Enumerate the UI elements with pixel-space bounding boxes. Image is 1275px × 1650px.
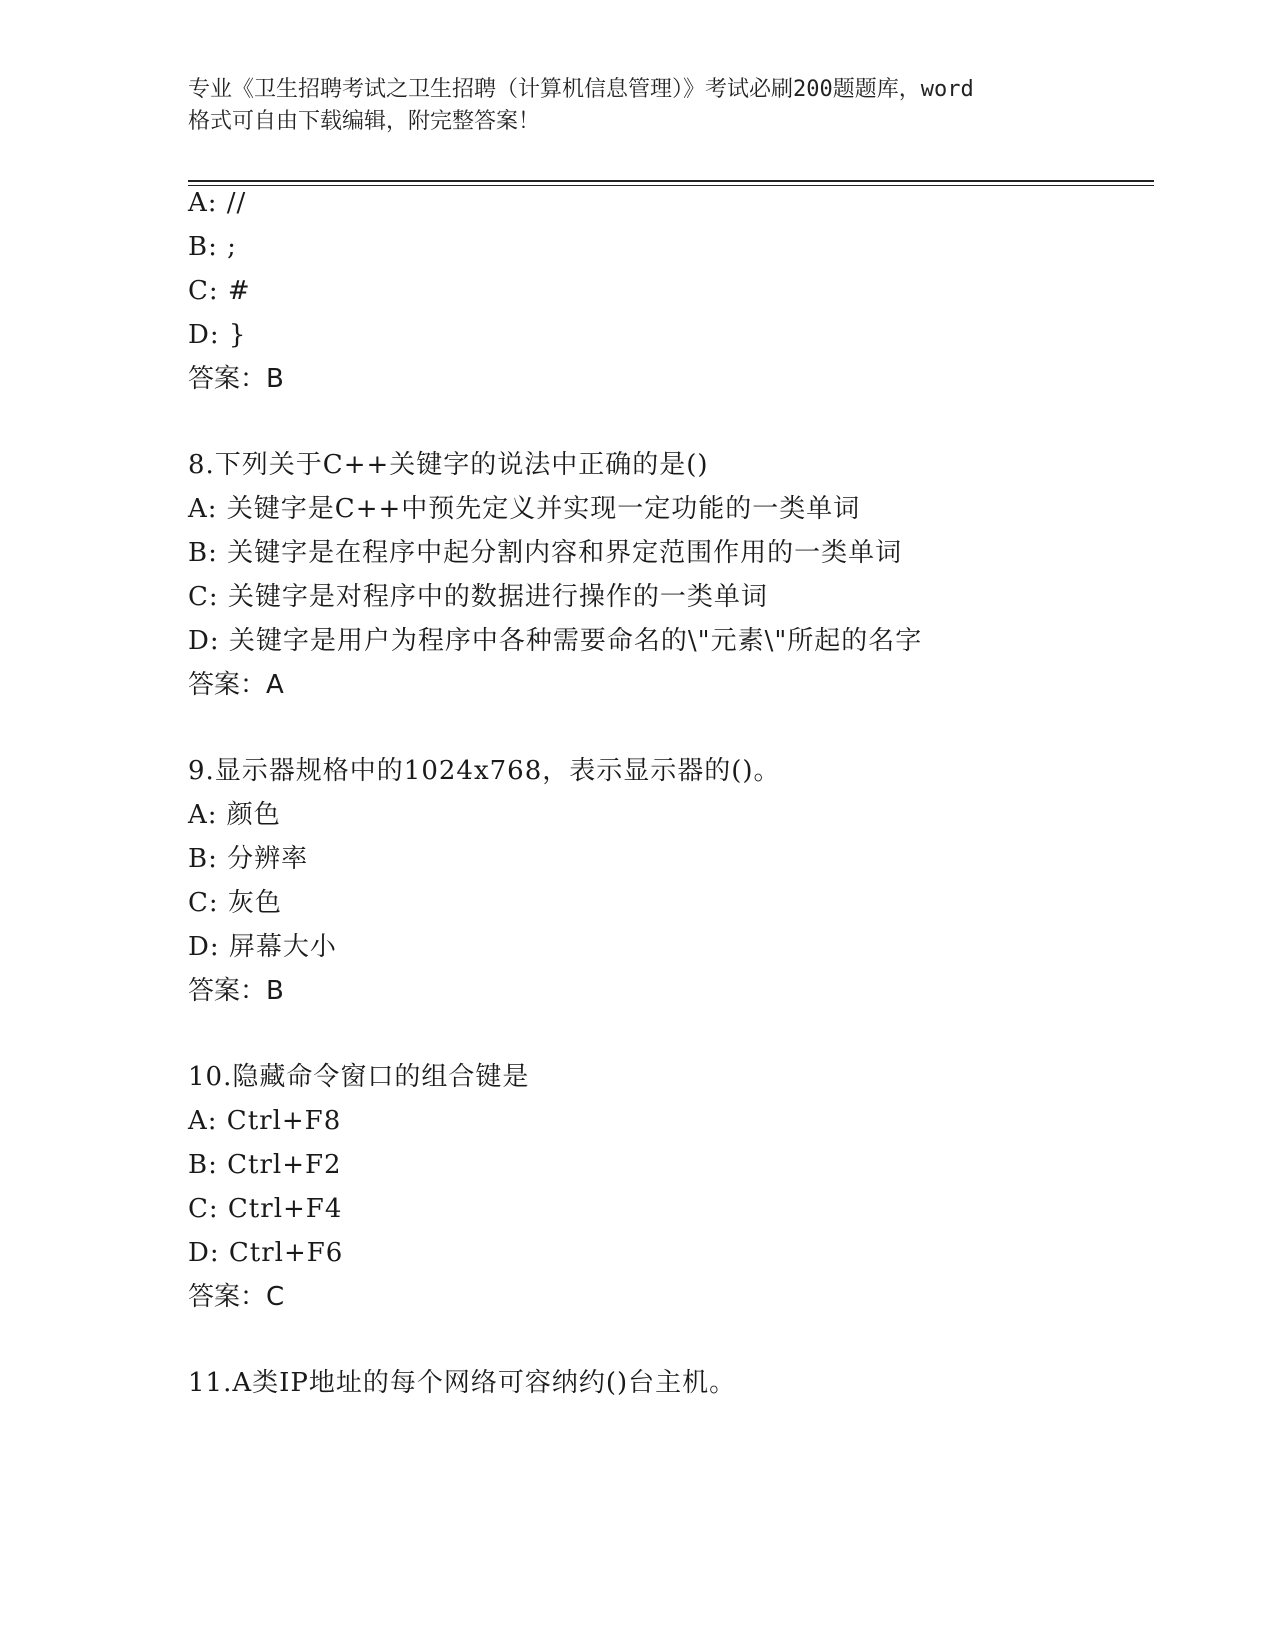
q11-stem: 11.A类IP地址的每个网络可容纳约()台主机。	[188, 1368, 737, 1398]
q7-option-d: D: }	[188, 320, 247, 350]
q10-stem: 10.隐藏命令窗口的组合键是	[188, 1062, 530, 1092]
q7-answer: 答案：B	[188, 364, 284, 394]
header-line-1: 专业《卫生招聘考试之卫生招聘（计算机信息管理）》考试必刷200题题库，word	[188, 77, 974, 102]
q9-answer: 答案：B	[188, 976, 284, 1006]
q8-option-b: B: 关键字是在程序中起分割内容和界定范围作用的一类单词	[188, 538, 903, 568]
q9-option-b: B: 分辨率	[188, 844, 309, 874]
q7-option-a: A: //	[188, 188, 247, 218]
q10-option-b: B: Ctrl+F2	[188, 1150, 342, 1180]
q7-option-c: C: #	[188, 276, 251, 306]
header-divider-thin	[188, 185, 1154, 186]
q8-answer: 答案：A	[188, 670, 284, 700]
q7-option-b: B: ;	[188, 232, 237, 262]
q9-option-a: A: 颜色	[188, 800, 281, 830]
q8-option-d: D: 关键字是用户为程序中各种需要命名的\"元素\"所起的名字	[188, 626, 923, 656]
q9-option-c: C: 灰色	[188, 888, 282, 918]
q9-stem: 9.显示器规格中的1024x768，表示显示器的()。	[188, 756, 781, 786]
header-divider-thick	[188, 180, 1154, 182]
q8-option-c: C: 关键字是对程序中的数据进行操作的一类单词	[188, 582, 768, 612]
q10-option-c: C: Ctrl+F4	[188, 1194, 343, 1224]
q10-option-a: A: Ctrl+F8	[188, 1106, 342, 1136]
q8-stem: 8.下列关于C++关键字的说法中正确的是()	[188, 450, 709, 480]
q9-option-d: D: 屏幕大小	[188, 932, 337, 962]
q10-option-d: D: Ctrl+F6	[188, 1238, 344, 1268]
header-line-2: 格式可自由下载编辑，附完整答案！	[188, 109, 541, 134]
q8-option-a: A: 关键字是C++中预先定义并实现一定功能的一类单词	[188, 494, 861, 524]
document-header	[188, 74, 1088, 138]
q10-answer: 答案：C	[188, 1282, 285, 1312]
